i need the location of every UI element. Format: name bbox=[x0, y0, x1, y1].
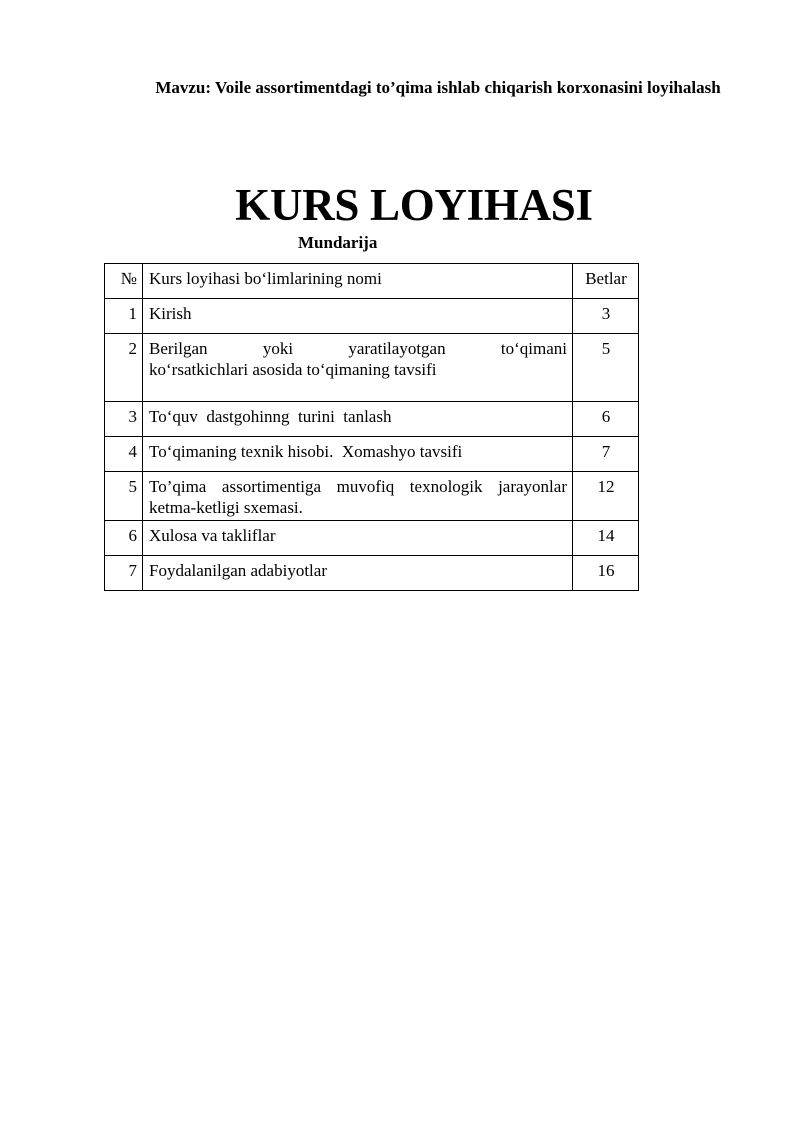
row-page: 7 bbox=[573, 437, 639, 472]
row-page: 16 bbox=[573, 556, 639, 591]
row-page: 14 bbox=[573, 521, 639, 556]
row-name: Foydalanilgan adabiyotlar bbox=[143, 556, 573, 591]
toc-heading: Mundarija bbox=[298, 233, 378, 252]
row-number: 1 bbox=[105, 299, 143, 334]
toc-table bbox=[104, 263, 639, 591]
row-page: 12 bbox=[573, 472, 639, 521]
header-pages: Betlar bbox=[573, 264, 639, 299]
header-number: № bbox=[105, 264, 143, 299]
table-row bbox=[105, 556, 639, 591]
row-number: 3 bbox=[105, 402, 143, 437]
row-name: Xulosa va takliflar bbox=[143, 521, 573, 556]
table-row bbox=[105, 472, 639, 521]
row-page: 6 bbox=[573, 402, 639, 437]
row-number: 5 bbox=[105, 472, 143, 521]
row-name-text: To‘qimaning texnik hisobi. Xomashyo tavsifi bbox=[149, 442, 463, 461]
row-number: 6 bbox=[105, 521, 143, 556]
row-name: To’qima assortimentiga muvofiq texnologik jarayonlar ketma-ketligi sxemasi. bbox=[143, 472, 573, 521]
page-title: KURS LOYIHASI bbox=[235, 180, 593, 230]
row-number: 7 bbox=[105, 556, 143, 591]
table-row bbox=[105, 299, 639, 334]
table-row bbox=[105, 402, 639, 437]
table-row bbox=[105, 521, 639, 556]
row-page: 5 bbox=[573, 334, 639, 402]
header-name: Kurs loyihasi bo‘limlarining nomi bbox=[143, 264, 573, 299]
table-row bbox=[105, 334, 639, 402]
row-name bbox=[143, 437, 573, 472]
row-name-line: Berilgan yoki yaratilayotgan to‘qimani bbox=[149, 339, 567, 358]
row-number: 4 bbox=[105, 437, 143, 472]
row-name-line: ko‘rsatkichlari asosida to‘qimaning tavsifi bbox=[149, 360, 437, 379]
table-header-row bbox=[105, 264, 639, 299]
row-name-text: To‘quv dastgohinng turini tanlash bbox=[149, 407, 392, 426]
row-name bbox=[143, 402, 573, 437]
row-page: 3 bbox=[573, 299, 639, 334]
table-row bbox=[105, 437, 639, 472]
row-name: Kirish bbox=[143, 299, 573, 334]
row-number: 2 bbox=[105, 334, 143, 402]
row-name bbox=[143, 334, 573, 402]
topic-heading: Mavzu: Voile assortimentdagi to’qima ishlab chiqarish korxonasini loyihalash bbox=[155, 78, 721, 97]
